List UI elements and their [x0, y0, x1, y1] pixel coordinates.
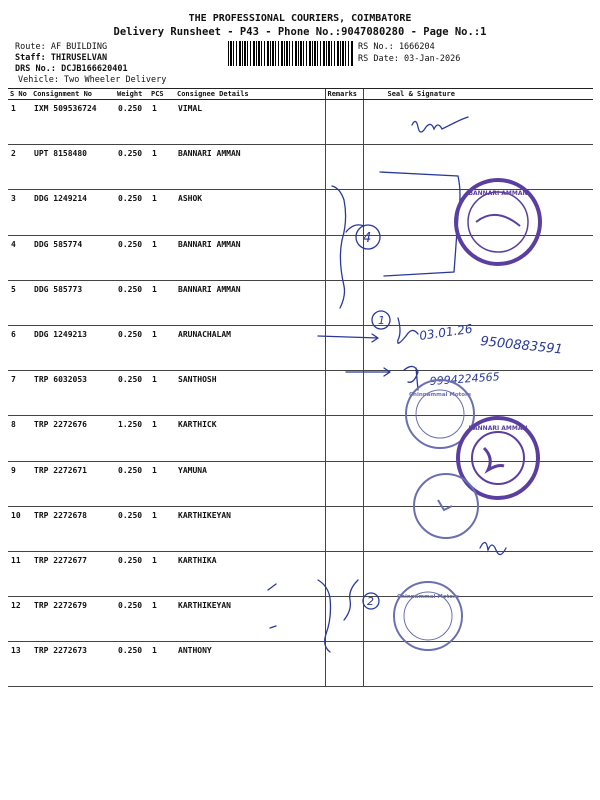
cell-pcs: 1: [149, 190, 175, 235]
cell-consignment: UPT 8158480: [31, 145, 115, 190]
route: Route: AF BUILDING: [15, 42, 108, 52]
cell-sno: 5: [8, 280, 31, 325]
table-row: [8, 235, 593, 280]
vehicle: Vehicle: Two Wheeler Delivery: [18, 75, 167, 85]
staff: Staff: THIRUSELVAN: [15, 53, 108, 63]
cell-sno: 6: [8, 325, 31, 370]
cell-weight: 0.250: [115, 145, 149, 190]
cell-weight: 0.250: [115, 190, 149, 235]
cell-sno: 3: [8, 190, 31, 235]
runsheet-title: Delivery Runsheet - P43 - Phone No.:9047080280 - Page No.:1: [113, 26, 487, 38]
cell-remarks: [325, 371, 363, 416]
cell-consignee: KARTHIKEYAN: [175, 506, 325, 551]
stamp-text-3: BANNARI AMMAN: [468, 425, 528, 432]
col-sno: S No: [8, 89, 31, 100]
cell-weight: 0.250: [115, 100, 149, 145]
cell-seal-signature: [363, 145, 593, 190]
stamp-text-2: Chinnammal Motors: [409, 392, 471, 398]
col-seal: Seal & Signature: [363, 89, 593, 100]
table-row: [8, 461, 593, 506]
cell-remarks: [325, 597, 363, 642]
table-row: [8, 506, 593, 551]
cell-consignment: TRP 2272679: [31, 597, 115, 642]
col-consignee: Consignee Details: [175, 89, 325, 100]
cell-weight: 0.250: [115, 506, 149, 551]
runsheet-table: [8, 88, 593, 687]
cell-seal-signature: [363, 506, 593, 551]
cell-consignee: ANTHONY: [175, 642, 325, 687]
barcode: [228, 41, 354, 66]
cell-sno: 8: [8, 416, 31, 461]
cell-seal-signature: [363, 551, 593, 596]
cell-weight: 0.250: [115, 642, 149, 687]
cell-weight: 1.250: [115, 416, 149, 461]
cell-seal-signature: [363, 461, 593, 506]
cell-weight: 0.250: [115, 325, 149, 370]
cell-consignee: BANNARI AMMAN: [175, 280, 325, 325]
cell-consignee: BANNARI AMMAN: [175, 145, 325, 190]
cell-pcs: 1: [149, 235, 175, 280]
cell-seal-signature: [363, 325, 593, 370]
cell-pcs: 1: [149, 145, 175, 190]
cell-weight: 0.250: [115, 235, 149, 280]
drs-value: DCJB166620401: [61, 64, 128, 74]
handwritten-phone-1: 9500883591: [479, 334, 564, 358]
cell-remarks: [325, 506, 363, 551]
cell-consignment: TRP 2272678: [31, 506, 115, 551]
cell-seal-signature: [363, 190, 593, 235]
table-row: [8, 280, 593, 325]
cell-pcs: 1: [149, 100, 175, 145]
cell-pcs: 1: [149, 325, 175, 370]
cell-seal-signature: [363, 100, 593, 145]
note-6: 1: [378, 314, 385, 327]
cell-remarks: [325, 325, 363, 370]
cell-sno: 1: [8, 100, 31, 145]
cell-consignment: TRP 2272677: [31, 551, 115, 596]
cell-consignment: DDG 585773: [31, 280, 115, 325]
col-weight: Weight: [115, 89, 149, 100]
stamp-text-1: BANNARI AMMAN: [468, 190, 528, 197]
cell-consignee: SANTHOSH: [175, 371, 325, 416]
cell-weight: 0.250: [115, 461, 149, 506]
note-13: 2: [367, 595, 374, 608]
cell-weight: 0.250: [115, 371, 149, 416]
cell-sno: 13: [8, 642, 31, 687]
cell-seal-signature: [363, 371, 593, 416]
note-4: 4: [363, 231, 372, 246]
cell-seal-signature: [363, 235, 593, 280]
cell-consignee: ARUNACHALAM: [175, 325, 325, 370]
cell-consignment: IXM 509536724: [31, 100, 115, 145]
stamp-text-4: Chinnammal Motors: [397, 594, 459, 600]
rs-date: RS Date: 03-Jan-2026: [358, 54, 461, 64]
cell-seal-signature: [363, 416, 593, 461]
cell-consignment: TRP 2272673: [31, 642, 115, 687]
cell-weight: 0.250: [115, 597, 149, 642]
table-row: [8, 190, 593, 235]
table-header-row: [8, 89, 593, 100]
cell-pcs: 1: [149, 461, 175, 506]
cell-consignment: DDG 585774: [31, 235, 115, 280]
handwritten-phone-2: 9994224565: [429, 370, 501, 388]
cell-consignee: BANNARI AMMAN: [175, 235, 325, 280]
cell-remarks: [325, 416, 363, 461]
cell-consignee: KARTHICK: [175, 416, 325, 461]
cell-consignee: YAMUNA: [175, 461, 325, 506]
cell-remarks: [325, 280, 363, 325]
cell-sno: 7: [8, 371, 31, 416]
cell-pcs: 1: [149, 280, 175, 325]
cell-sno: 2: [8, 145, 31, 190]
handwritten-date: 03.01.26: [418, 321, 474, 343]
cell-remarks: [325, 100, 363, 145]
cell-sno: 4: [8, 235, 31, 280]
cell-pcs: 1: [149, 597, 175, 642]
cell-remarks: [325, 145, 363, 190]
cell-weight: 0.250: [115, 280, 149, 325]
cell-consignment: DDG 1249214: [31, 190, 115, 235]
col-remarks: Remarks: [325, 89, 363, 100]
cell-pcs: 1: [149, 506, 175, 551]
table-row: [8, 100, 593, 145]
cell-seal-signature: [363, 280, 593, 325]
col-pcs: PCS: [149, 89, 175, 100]
cell-consignment: TRP 2272676: [31, 416, 115, 461]
cell-pcs: 1: [149, 416, 175, 461]
table-row: [8, 597, 593, 642]
company-title: THE PROFESSIONAL COURIERS, COIMBATORE: [188, 13, 412, 24]
cell-pcs: 1: [149, 371, 175, 416]
table-row: [8, 325, 593, 370]
cell-consignee: KARTHIKA: [175, 551, 325, 596]
table-row: [8, 416, 593, 461]
cell-pcs: 1: [149, 642, 175, 687]
col-consignment: Consignment No: [31, 89, 115, 100]
drs-label: DRS No.:: [15, 64, 56, 74]
table-row: [8, 145, 593, 190]
cell-remarks: [325, 642, 363, 687]
table-row: [8, 551, 593, 596]
cell-sno: 10: [8, 506, 31, 551]
cell-weight: 0.250: [115, 551, 149, 596]
cell-consignment: TRP 6032053: [31, 371, 115, 416]
cell-consignee: ASHOK: [175, 190, 325, 235]
cell-sno: 11: [8, 551, 31, 596]
cell-consignee: VIMAL: [175, 100, 325, 145]
cell-remarks: [325, 551, 363, 596]
cell-sno: 12: [8, 597, 31, 642]
table-row: [8, 371, 593, 416]
cell-consignment: TRP 2272671: [31, 461, 115, 506]
cell-pcs: 1: [149, 551, 175, 596]
cell-sno: 9: [8, 461, 31, 506]
drs-number: [15, 64, 128, 74]
cell-consignment: DDG 1249213: [31, 325, 115, 370]
cell-remarks: [325, 190, 363, 235]
cell-seal-signature: [363, 642, 593, 687]
rs-number: RS No.: 1666204: [358, 42, 435, 52]
cell-remarks: [325, 235, 363, 280]
cell-seal-signature: [363, 597, 593, 642]
table-row: [8, 642, 593, 687]
cell-remarks: [325, 461, 363, 506]
cell-consignee: KARTHIKEYAN: [175, 597, 325, 642]
